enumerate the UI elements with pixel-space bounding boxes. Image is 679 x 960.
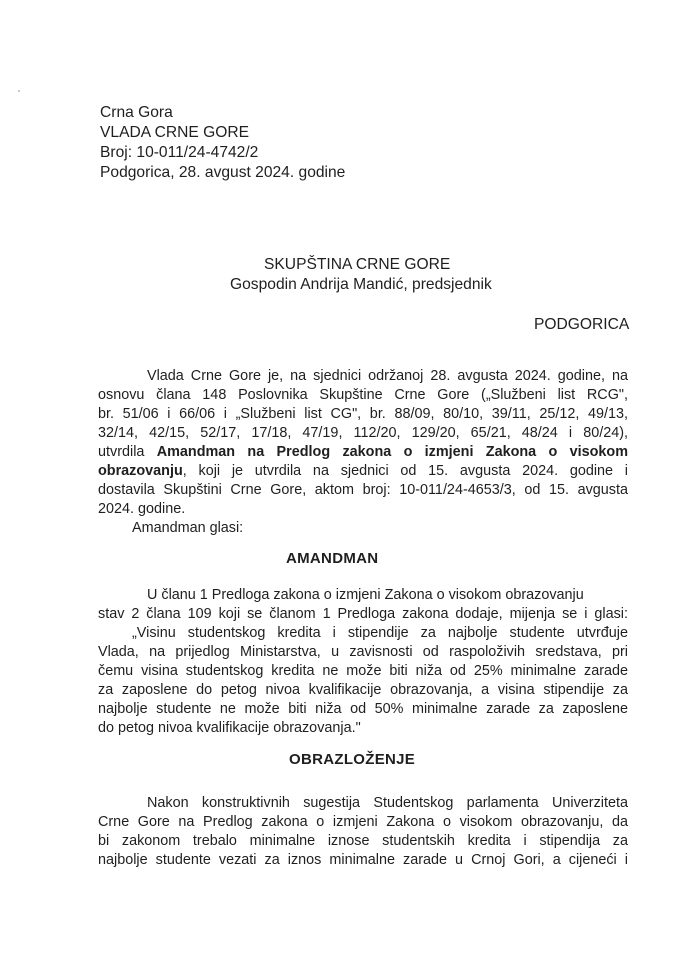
recipient-addressee: Gospodin Andrija Mandić, predsjednik	[230, 276, 492, 293]
amendment-line-1: U članu 1 Predloga zakona o izmjeni Zakona o visokom obrazovanju	[147, 587, 584, 603]
intro-line-1: Vlada Crne Gore je, na sjednici održanoj 28. avgusta 2024. godine, na	[147, 368, 628, 384]
explanation-heading: OBRAZLOŽENJE	[289, 751, 416, 768]
amendment-line-7: najbolje studente ne može biti niža od 50% minimalne zarade za zaposlene	[98, 701, 628, 717]
amendment-line-4: Vlada, na prijedlog Ministarstva, u zavisnosti od raspoloživih sredstava, pri	[98, 644, 628, 660]
explanation-line-2: Crne Gore na Predlog zakona o izmjeni Zakona o visokom obrazovanju, da	[98, 814, 628, 830]
intro-line-9: Amandman glasi:	[132, 520, 244, 536]
amendment-line-8: do petog nivoa kvalifikacije obrazovanja."	[98, 720, 361, 736]
amendment-title-part-1: Amandman na Predlog zakona o izmjeni Zakona o visokom	[156, 444, 629, 460]
amendment-heading: AMANDMAN	[286, 550, 379, 567]
amendment-line-6: za zaposlene do petog nivoa kvalifikacije obrazovanja, a visina stipendije za	[98, 682, 628, 698]
explanation-line-3: bi zakonom trebalo minimalne iznose studentskih kredita i stipendija za	[98, 833, 628, 849]
amendment-line-5: čemu visina studentskog kredita ne može biti niža od 25% minimalne zarade	[98, 663, 628, 679]
intro-line-8: 2024. godine.	[98, 501, 186, 517]
intro-line-7: dostavila Skupštini Crne Gore, aktom broj: 10-011/24-4653/3, od 15. avgusta	[98, 482, 628, 498]
intro-line-2: osnovu člana 148 Poslovnika Skupštine Crne Gore („Službeni list RCG",	[98, 387, 628, 403]
header-government: VLADA CRNE GORE	[100, 124, 250, 141]
header-place-date: Podgorica, 28. avgust 2024. godine	[100, 164, 346, 181]
explanation-line-1: Nakon konstruktivnih sugestija Studentskog parlamenta Univerziteta	[147, 795, 628, 811]
amendment-line-3: „Visinu studentskog kredita i stipendije za najbolje studente utvrđuje	[132, 625, 628, 641]
amendment-line-2: stav 2 člana 109 koji se članom 1 Predloga zakona dodaje, mijenja se i glasi:	[98, 606, 628, 622]
amendment-title-part-2: obrazovanju	[98, 463, 183, 479]
recipient-city: PODGORICA	[534, 316, 630, 333]
header-ref-number: Broj: 10-011/24-4742/2	[100, 144, 259, 161]
header-country: Crna Gora	[100, 104, 173, 121]
explanation-line-4: najbolje studente vezati za iznos minimalne zarade u Crnoj Gori, a cijeneći i	[98, 852, 628, 868]
intro-line-6: obrazovanju, koji je utvrdila na sjednici od 15. avgusta 2024. godine i	[98, 463, 628, 479]
intro-line-3: br. 51/06 i 66/06 i „Službeni list CG", br. 88/09, 80/10, 39/11, 25/12, 49/13,	[98, 406, 628, 422]
intro-line-5: utvrdila Amandman na Predlog zakona o izmjeni Zakona o visokom	[98, 444, 629, 460]
scan-speck	[18, 90, 20, 92]
recipient-institution: SKUPŠTINA CRNE GORE	[264, 256, 451, 273]
intro-line-4: 32/14, 42/15, 52/17, 17/18, 47/19, 112/20, 129/20, 65/21, 48/24 i 80/24),	[98, 425, 628, 441]
